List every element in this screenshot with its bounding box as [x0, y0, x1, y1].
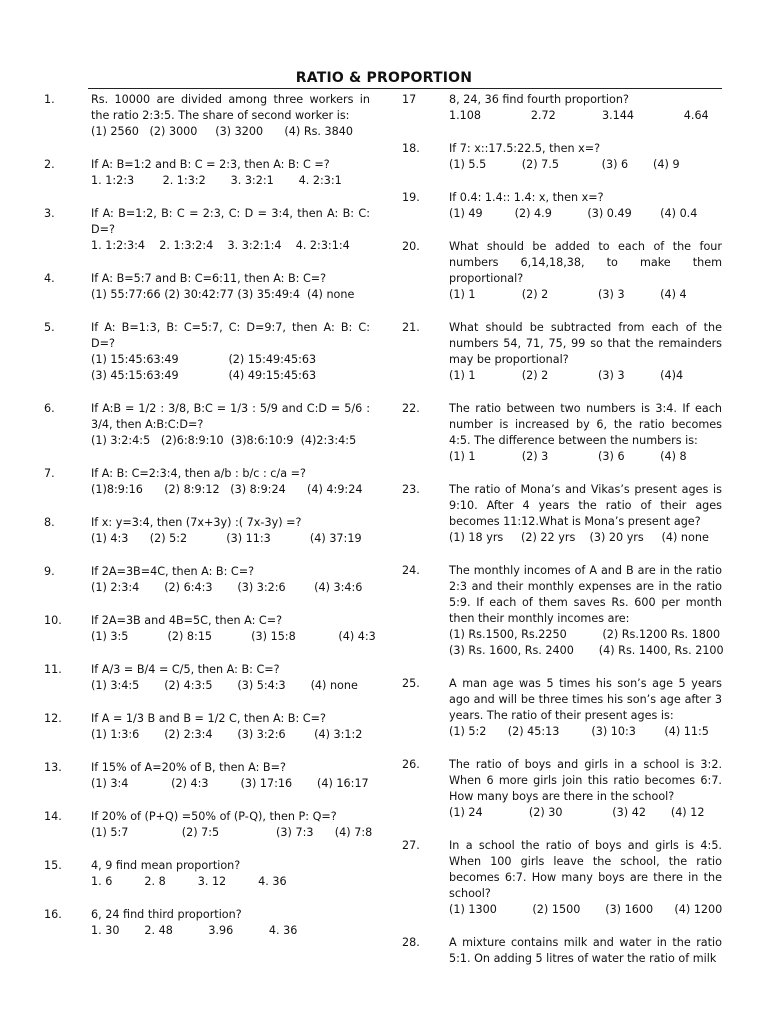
question-body — [91, 401, 370, 449]
question-number: 21. — [402, 321, 420, 334]
question-number: 14. — [44, 810, 62, 823]
question-body — [91, 157, 370, 189]
question-text: If 2A=3B and 4B=5C, then A: C=? — [91, 614, 283, 627]
question-item — [402, 141, 722, 173]
answer-options: (1) 24 (2) 30 (3) 42 (4) 12 — [449, 806, 705, 819]
answer-options: 1. 6 2. 8 3. 12 4. 36 — [91, 875, 287, 888]
title-underline — [88, 88, 722, 89]
question-text: If 7: x::17.5:22.5, then x=? — [449, 142, 601, 155]
question-text: If A: B: C=2:3:4, then a/b : b/c : c/a =? — [91, 467, 306, 480]
answer-options: (1) 2560 (2) 3000 (3) 3200 (4) Rs. 3840 — [91, 125, 353, 138]
question-body — [449, 92, 722, 124]
question-text: If A:B = 1/2 : 3/8, B:C = 1/3 : 5/9 and C:D = 5/6 : 3/4, then A:B:C:D=? — [91, 402, 370, 431]
question-body — [91, 206, 370, 254]
question-item — [44, 858, 370, 890]
question-item — [402, 838, 722, 918]
answer-options: (1) 1 (2) 2 (3) 3 (4)4 — [449, 369, 684, 382]
question-text: If A: B=1:2, B: C = 2:3, C: D = 3:4, then A: B: C: D=? — [91, 207, 370, 236]
answer-options: (1) 3:4:5 (2) 4:3:5 (3) 5:4:3 (4) none — [91, 679, 358, 692]
question-text: 4, 9 find mean proportion? — [91, 859, 241, 872]
answer-options: (1) 5:7 (2) 7:5 (3) 7:3 (4) 7:8 — [91, 826, 373, 839]
question-item — [402, 320, 722, 384]
answer-options: (1) 4:3 (2) 5:2 (3) 11:3 (4) 37:19 — [91, 532, 362, 545]
question-body — [91, 809, 373, 841]
question-number: 2. — [44, 158, 55, 171]
answer-options: (1) 2:3:4 (2) 6:4:3 (3) 3:2:6 (4) 3:4:6 — [91, 581, 363, 594]
answer-options: 1. 1:2:3:4 2. 1:3:2:4 3. 3:2:1:4 4. 2:3:1:4 — [91, 239, 350, 252]
question-number: 12. — [44, 712, 62, 725]
question-item — [44, 157, 370, 189]
question-item — [44, 907, 370, 939]
question-body — [449, 838, 722, 918]
question-text: If A/3 = B/4 = C/5, then A: B: C=? — [91, 663, 280, 676]
question-number: 28. — [402, 936, 420, 949]
question-item — [44, 809, 373, 841]
question-number: 16. — [44, 908, 62, 921]
question-number: 13. — [44, 761, 62, 774]
question-number: 9. — [44, 565, 55, 578]
question-item — [44, 613, 376, 645]
question-number: 11. — [44, 663, 62, 676]
question-body — [449, 320, 722, 384]
question-body — [91, 466, 370, 498]
answer-options: (1) Rs.1500, Rs.2250 (2) Rs.1200 Rs. 1800 (3) Rs. 1600, Rs. 2400 (4) Rs. 1400, Rs. 2100 — [449, 628, 724, 657]
question-text: 8, 24, 36 find fourth proportion? — [449, 93, 629, 106]
question-number: 18. — [402, 142, 420, 155]
answer-options: (1) 18 yrs (2) 22 yrs (3) 20 yrs (4) none — [449, 531, 709, 544]
question-number: 1. — [44, 93, 55, 106]
answer-options: 1. 30 2. 48 3.96 4. 36 — [91, 924, 298, 937]
question-body — [449, 239, 722, 303]
question-text: If A: B=1:3, B: C=5:7, C: D=9:7, then A: B: C: D=? — [91, 321, 370, 350]
question-body — [449, 757, 722, 821]
answer-options: (1) 3:5 (2) 8:15 (3) 15:8 (4) 4:3 — [91, 630, 376, 643]
question-body — [449, 676, 722, 740]
question-number: 25. — [402, 677, 420, 690]
question-text: The ratio between two numbers is 3:4. If each number is increased by 6, the ratio becomes 4:5. The difference between the numbers is: — [449, 402, 722, 447]
question-text: The monthly incomes of A and B are in the ratio 2:3 and their monthly expenses are in the ratio 5:9. If each of them saves Rs. 600 per month then their monthly incomes are: — [449, 564, 722, 625]
question-text: Rs. 10000 are divided among three workers in the ratio 2:3:5. The share of second worker is: — [91, 93, 370, 122]
question-text: If 20% of (P+Q) =50% of (P-Q), then P: Q=? — [91, 810, 337, 823]
question-text: 6, 24 find third proportion? — [91, 908, 242, 921]
question-item — [44, 271, 370, 303]
question-text: In a school the ratio of boys and girls is 4:5. When 100 girls leave the school, the ratio becomes 6:7. How many boys are there in the school? — [449, 839, 722, 900]
question-number: 27. — [402, 839, 420, 852]
question-item — [402, 401, 722, 465]
question-item — [402, 563, 722, 659]
question-item — [44, 466, 370, 498]
question-number: 15. — [44, 859, 62, 872]
question-number: 20. — [402, 240, 420, 253]
page-title: RATIO & PROPORTION — [295, 70, 473, 86]
answer-options: (1) 1:3:6 (2) 2:3:4 (3) 3:2:6 (4) 3:1:2 — [91, 728, 363, 741]
question-text: What should be added to each of the four numbers 6,14,18,38, to make them proportional? — [449, 240, 722, 285]
question-text: The ratio of Mona’s and Vikas’s present ages is 9:10. After 4 years the ratio of their ages becomes 11:12.What is Mona’s present age? — [449, 483, 722, 528]
question-number: 19. — [402, 191, 420, 204]
question-item — [44, 760, 370, 792]
question-body — [449, 141, 722, 173]
question-number: 17 — [402, 93, 417, 106]
question-number: 22. — [402, 402, 420, 415]
answer-options: (1) 15:45:63:49 (2) 15:49:45:63 (3) 45:15:63:49 (4) 49:15:45:63 — [91, 353, 317, 382]
question-body — [91, 320, 370, 384]
question-number: 24. — [402, 564, 420, 577]
right-column — [402, 92, 722, 967]
question-body — [449, 563, 722, 659]
question-text: If 15% of A=20% of B, then A: B=? — [91, 761, 286, 774]
question-body — [91, 858, 370, 890]
answer-options: (1) 55:77:66 (2) 30:42:77 (3) 35:49:4 (4) none — [91, 288, 355, 301]
question-text: A man age was 5 times his son’s age 5 years ago and will be three times his son’s age after 3 years. The ratio of their present ages is: — [449, 677, 722, 722]
question-number: 8. — [44, 516, 55, 529]
answer-options: (1) 49 (2) 4.9 (3) 0.49 (4) 0.4 — [449, 207, 698, 220]
answer-options: 1. 1:2:3 2. 1:3:2 3. 3:2:1 4. 2:3:1 — [91, 174, 342, 187]
question-number: 10. — [44, 614, 62, 627]
question-text: If A: B=5:7 and B: C=6:11, then A: B: C=? — [91, 272, 327, 285]
answer-options: (1) 1300 (2) 1500 (3) 1600 (4) 1200 — [449, 903, 723, 916]
question-body — [91, 271, 370, 303]
question-item — [402, 239, 722, 303]
question-text: If x: y=3:4, then (7x+3y) :( 7x-3y) =? — [91, 516, 302, 529]
question-item — [402, 676, 722, 740]
question-body — [91, 613, 376, 645]
question-item — [44, 564, 370, 596]
question-text: If A: B=1:2 and B: C = 2:3, then A: B: C =? — [91, 158, 330, 171]
question-text: If 0.4: 1.4:: 1.4: x, then x=? — [449, 191, 604, 204]
question-item — [44, 662, 370, 694]
question-body — [91, 564, 370, 596]
left-column — [44, 92, 376, 939]
question-number: 5. — [44, 321, 55, 334]
question-item — [402, 935, 722, 967]
answer-options: (1) 3:4 (2) 4:3 (3) 17:16 (4) 16:17 — [91, 777, 369, 790]
question-item — [44, 320, 370, 384]
question-number: 3. — [44, 207, 55, 220]
question-item — [44, 515, 370, 547]
question-text: If 2A=3B=4C, then A: B: C=? — [91, 565, 255, 578]
question-body — [449, 482, 722, 546]
question-text: What should be subtracted from each of the numbers 54, 71, 75, 99 so that the remainders may be proportional? — [449, 321, 722, 366]
question-body — [91, 515, 370, 547]
question-body — [91, 92, 370, 140]
answer-options: (1)8:9:16 (2) 8:9:12 (3) 8:9:24 (4) 4:9:24 — [91, 483, 363, 496]
question-item — [402, 482, 722, 546]
answer-options: (1) 5:2 (2) 45:13 (3) 10:3 (4) 11:5 — [449, 725, 709, 738]
answer-options: 1.108 2.72 3.144 4.64 — [449, 109, 709, 122]
question-item — [44, 206, 370, 254]
question-text: The ratio of boys and girls in a school is 3:2. When 6 more girls join this ratio becomes 6:7. How many boys are there in the school? — [449, 758, 722, 803]
answer-options: (1) 3:2:4:5 (2)6:8:9:10 (3)8:6:10:9 (4)2:3:4:5 — [91, 434, 357, 447]
question-item — [44, 401, 370, 449]
answer-options: (1) 5.5 (2) 7.5 (3) 6 (4) 9 — [449, 158, 680, 171]
question-text: A mixture contains milk and water in the ratio 5:1. On adding 5 litres of water the ratio of milk — [449, 936, 722, 965]
answer-options: (1) 1 (2) 2 (3) 3 (4) 4 — [449, 288, 687, 301]
question-item — [402, 92, 722, 124]
question-number: 4. — [44, 272, 55, 285]
question-number: 23. — [402, 483, 420, 496]
question-body — [449, 935, 722, 967]
question-text: If A = 1/3 B and B = 1/2 C, then A: B: C=? — [91, 712, 326, 725]
question-number: 7. — [44, 467, 55, 480]
question-body — [449, 190, 722, 222]
question-body — [91, 711, 370, 743]
question-item — [402, 190, 722, 222]
question-item — [44, 711, 370, 743]
question-body — [91, 907, 370, 939]
question-body — [91, 760, 370, 792]
question-number: 6. — [44, 402, 55, 415]
question-number: 26. — [402, 758, 420, 771]
question-body — [449, 401, 722, 465]
answer-options: (1) 1 (2) 3 (3) 6 (4) 8 — [449, 450, 687, 463]
question-body — [91, 662, 370, 694]
question-item — [44, 92, 370, 140]
question-item — [402, 757, 722, 821]
